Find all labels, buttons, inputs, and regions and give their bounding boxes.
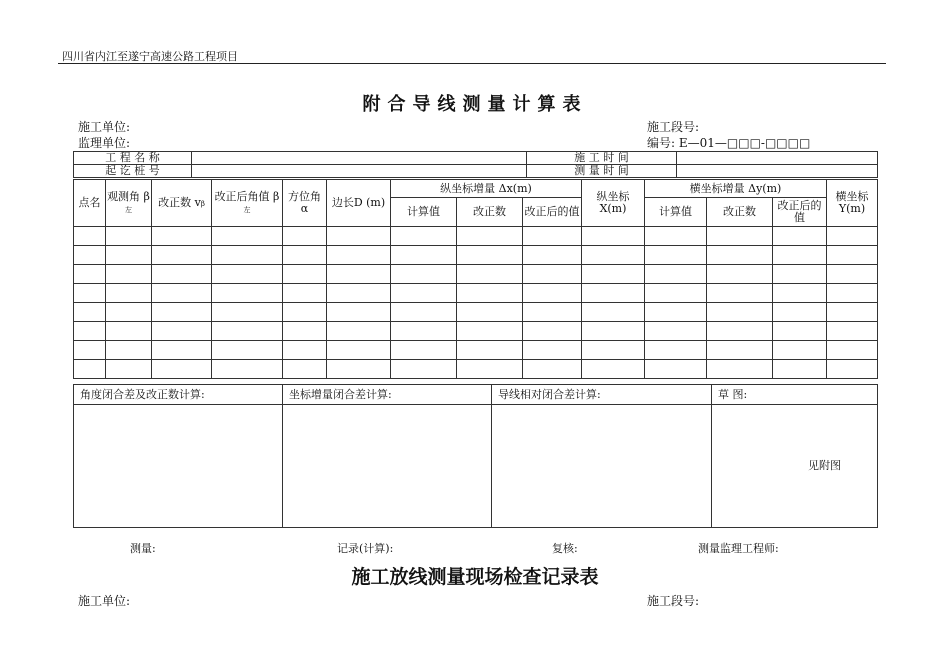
section-no-label-2: 施工段号:	[647, 594, 700, 608]
col-dx-group: 纵坐标增量 Δx(m)	[391, 180, 582, 198]
section-no-label: 施工段号:	[647, 120, 700, 134]
data-cell[interactable]	[523, 284, 582, 303]
data-cell[interactable]	[283, 246, 327, 265]
data-cell[interactable]	[457, 227, 523, 246]
data-cell[interactable]	[106, 322, 152, 341]
data-cell[interactable]	[106, 303, 152, 322]
data-cell[interactable]	[457, 246, 523, 265]
data-cell[interactable]	[74, 284, 106, 303]
data-cell[interactable]	[283, 303, 327, 322]
second-form-title: 施工放线测量现场检查记录表	[351, 566, 599, 588]
data-cell[interactable]	[645, 303, 707, 322]
data-cell[interactable]	[707, 360, 773, 379]
data-cell[interactable]	[523, 227, 582, 246]
traverse-calc-table	[73, 179, 878, 379]
data-cell[interactable]	[707, 303, 773, 322]
see-attached-note: 见附图	[808, 459, 841, 472]
data-cell[interactable]	[283, 360, 327, 379]
table-row	[74, 265, 878, 284]
data-cell[interactable]	[773, 341, 827, 360]
data-cell[interactable]	[645, 341, 707, 360]
data-cell[interactable]	[827, 227, 878, 246]
data-cell[interactable]	[645, 246, 707, 265]
data-cell[interactable]	[212, 227, 283, 246]
data-cell[interactable]	[645, 322, 707, 341]
data-cell[interactable]	[457, 303, 523, 322]
data-cell[interactable]	[457, 341, 523, 360]
relative-closure-label: 导线相对闭合差计算:	[492, 385, 712, 405]
data-cell[interactable]	[106, 341, 152, 360]
col-azimuth: 方位角 α	[283, 180, 327, 227]
table-row	[74, 322, 878, 341]
col-point: 点名	[74, 180, 106, 227]
data-cell[interactable]	[827, 284, 878, 303]
data-cell[interactable]	[212, 284, 283, 303]
data-cell[interactable]	[327, 284, 391, 303]
survey-signature: 测量:	[130, 542, 156, 555]
col-dy-corr: 改正数	[707, 198, 773, 227]
data-cell[interactable]	[645, 227, 707, 246]
data-cell[interactable]	[391, 284, 457, 303]
data-cell[interactable]	[106, 246, 152, 265]
data-cell[interactable]	[707, 265, 773, 284]
data-cell[interactable]	[283, 227, 327, 246]
data-cell[interactable]	[74, 227, 106, 246]
data-cell[interactable]	[582, 360, 645, 379]
data-cell[interactable]	[645, 360, 707, 379]
col-dx-corr: 改正数	[457, 198, 523, 227]
data-cell[interactable]	[152, 341, 212, 360]
data-cell[interactable]	[523, 303, 582, 322]
data-cell[interactable]	[523, 341, 582, 360]
data-cell[interactable]	[152, 265, 212, 284]
col-dx-corrected: 改正后的值	[523, 198, 582, 227]
data-cell[interactable]	[523, 246, 582, 265]
data-cell[interactable]	[327, 322, 391, 341]
data-cell[interactable]	[212, 341, 283, 360]
data-cell[interactable]	[582, 341, 645, 360]
col-side-length: 边长D (m)	[327, 180, 391, 227]
data-cell[interactable]	[212, 303, 283, 322]
data-cell[interactable]	[773, 360, 827, 379]
start-end-station-label: 起 讫 桩 号	[74, 165, 192, 178]
data-cell[interactable]	[707, 284, 773, 303]
data-cell[interactable]	[457, 284, 523, 303]
col-obs-angle: 观测角 β 左	[106, 180, 152, 227]
data-cell[interactable]	[707, 322, 773, 341]
col-corrected-angle: 改正后角值 β 左	[212, 180, 283, 227]
data-cell[interactable]	[457, 265, 523, 284]
data-cell[interactable]	[773, 284, 827, 303]
closure-calc-table	[73, 384, 878, 528]
data-cell[interactable]	[391, 341, 457, 360]
data-cell[interactable]	[74, 265, 106, 284]
sketch-area[interactable]	[712, 405, 878, 528]
data-cell[interactable]	[827, 303, 878, 322]
data-cell[interactable]	[152, 360, 212, 379]
data-cell[interactable]	[212, 246, 283, 265]
construction-unit-label-2: 施工单位:	[78, 594, 131, 608]
data-cell[interactable]	[582, 265, 645, 284]
data-cell[interactable]	[773, 227, 827, 246]
project-name-label: 工 程 名 称	[74, 152, 192, 165]
data-cell[interactable]	[327, 265, 391, 284]
table-row	[74, 246, 878, 265]
data-cell[interactable]	[582, 303, 645, 322]
data-cell[interactable]	[74, 322, 106, 341]
angle-closure-area[interactable]	[74, 405, 283, 528]
table-row	[74, 341, 878, 360]
data-cell[interactable]	[582, 284, 645, 303]
review-signature: 复核:	[552, 542, 578, 555]
data-cell[interactable]	[773, 322, 827, 341]
data-cell[interactable]	[391, 246, 457, 265]
data-cell[interactable]	[283, 265, 327, 284]
table-row	[74, 360, 878, 379]
data-cell[interactable]	[645, 284, 707, 303]
data-cell[interactable]	[74, 246, 106, 265]
data-cell[interactable]	[74, 341, 106, 360]
data-cell[interactable]	[707, 246, 773, 265]
data-cell[interactable]	[827, 246, 878, 265]
data-cell[interactable]	[457, 322, 523, 341]
col-dy-group: 横坐标增量 Δy(m)	[645, 180, 827, 198]
data-cell[interactable]	[152, 246, 212, 265]
data-cell[interactable]	[106, 360, 152, 379]
data-cell[interactable]	[327, 341, 391, 360]
data-cell[interactable]	[106, 265, 152, 284]
data-cell[interactable]	[582, 227, 645, 246]
data-cell[interactable]	[212, 360, 283, 379]
data-cell[interactable]	[391, 227, 457, 246]
col-dy-calc: 计算值	[645, 198, 707, 227]
start-end-station-value[interactable]	[192, 165, 527, 178]
table-row	[74, 303, 878, 322]
data-cell[interactable]	[283, 284, 327, 303]
record-signature: 记录(计算):	[337, 542, 394, 555]
construction-unit-label: 施工单位:	[78, 120, 131, 134]
supervisor-signature: 测量监理工程师:	[698, 542, 779, 555]
form-number: 编号: E—01—□□□-□□□□	[647, 136, 811, 150]
data-cell[interactable]	[827, 322, 878, 341]
data-cell[interactable]	[391, 322, 457, 341]
relative-closure-area[interactable]	[492, 405, 712, 528]
data-cell[interactable]	[773, 265, 827, 284]
data-cell[interactable]	[645, 265, 707, 284]
data-cell[interactable]	[457, 360, 523, 379]
data-cell[interactable]	[391, 303, 457, 322]
data-cell[interactable]	[827, 360, 878, 379]
data-cell[interactable]	[152, 284, 212, 303]
construction-time-label: 施 工 时 间	[527, 152, 677, 165]
coord-closure-area[interactable]	[283, 405, 492, 528]
data-cell[interactable]	[74, 303, 106, 322]
data-cell[interactable]	[523, 322, 582, 341]
data-cell[interactable]	[523, 360, 582, 379]
data-cell[interactable]	[582, 246, 645, 265]
data-cell[interactable]	[773, 303, 827, 322]
coord-closure-label: 坐标增量闭合差计算:	[283, 385, 492, 405]
table-row	[74, 284, 878, 303]
survey-time-label: 测 量 时 间	[527, 165, 677, 178]
data-cell[interactable]	[74, 360, 106, 379]
data-cell[interactable]	[106, 227, 152, 246]
data-cell[interactable]	[327, 227, 391, 246]
data-cell[interactable]	[283, 322, 327, 341]
data-cell[interactable]	[152, 227, 212, 246]
construction-time-value[interactable]	[677, 152, 878, 165]
header-divider	[58, 63, 886, 64]
data-cell[interactable]	[327, 246, 391, 265]
data-cell[interactable]	[707, 341, 773, 360]
col-x-coord: 纵坐标 X(m)	[582, 180, 645, 227]
col-dx-calc: 计算值	[391, 198, 457, 227]
table-row	[74, 227, 878, 246]
data-cell[interactable]	[327, 360, 391, 379]
project-header: 四川省内江至遂宁高速公路工程项目	[62, 50, 238, 63]
data-cell[interactable]	[707, 227, 773, 246]
data-cell[interactable]	[523, 265, 582, 284]
angle-closure-label: 角度闭合差及改正数计算:	[74, 385, 283, 405]
col-correction: 改正数 vβ	[152, 180, 212, 227]
data-cell[interactable]	[106, 284, 152, 303]
data-cell[interactable]	[391, 360, 457, 379]
data-cell[interactable]	[582, 322, 645, 341]
col-dy-corrected: 改正后的值	[773, 198, 827, 227]
data-cell[interactable]	[327, 303, 391, 322]
col-y-coord: 横坐标 Y(m)	[827, 180, 878, 227]
survey-time-value[interactable]	[677, 165, 878, 178]
project-info-table	[73, 151, 878, 178]
data-cell[interactable]	[827, 341, 878, 360]
sketch-label: 草 图:	[712, 385, 878, 405]
project-name-value[interactable]	[192, 152, 527, 165]
data-cell[interactable]	[773, 246, 827, 265]
data-cell[interactable]	[827, 265, 878, 284]
data-cell[interactable]	[212, 265, 283, 284]
data-cell[interactable]	[152, 322, 212, 341]
data-cell[interactable]	[283, 341, 327, 360]
supervision-unit-label: 监理单位:	[78, 136, 131, 150]
data-cell[interactable]	[212, 322, 283, 341]
data-cell[interactable]	[391, 265, 457, 284]
page-title: 附合导线测量计算表	[362, 94, 588, 115]
data-cell[interactable]	[152, 303, 212, 322]
